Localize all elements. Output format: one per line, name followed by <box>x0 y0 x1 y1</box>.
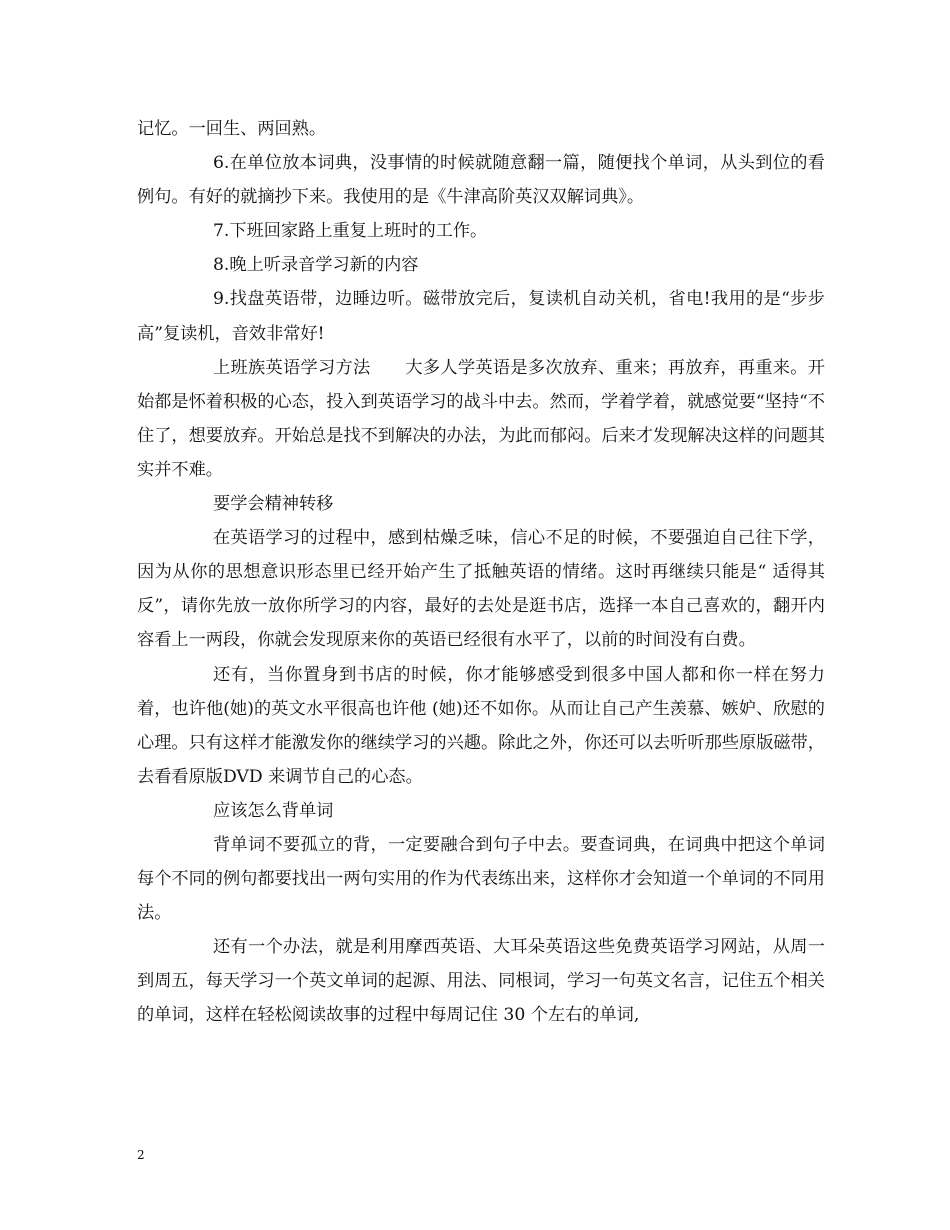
paragraph-11: 背单词不要孤立的背，一定要融合到句子中去。要查词典，在词典中把这个单词每个不同的例句都要找出一两句实用的作为代表练出来，这样你才会知道一个单词的不同用法。 <box>137 834 825 924</box>
paragraph-2: 6.在单位放本词典，没事情的时候就随意翻一篇，随便找个单词，从头到位的看例句。有好的就摘抄下来。我使用的是《牛津高阶英汉双解词典》。 <box>137 153 825 208</box>
paragraph-6: 上班族英语学习方法 大多人学英语是多次放弃、重来；再放弃，再重来。开始都是怀着积极的心态，投入到英语学习的战斗中去。然而，学着学着，就感觉要“坚持“不住了，想要放弃。开始总是找不到解决的办法，为此而郁闷。后来才发现解决这样的问题其实并不难。 <box>137 357 825 480</box>
paragraph-3: 7.下班回家路上重复上班时的工作。 <box>213 221 488 242</box>
paragraph-8: 在英语学习的过程中，感到枯燥乏味，信心不足的时候，不要强迫自己往下学，因为从你的思想意识形态里已经开始产生了抵触英语的情绪。这时再继续只能是“ 适得其反”，请你先放一放你所学习的内容，最好的去处是逛书店，选择一本自己喜欢的，翻开内容看上一两段，你就会发现原来你的英语已经很有水平了，以前的时间没有白费。 <box>137 528 825 651</box>
paragraph-9: 还有，当你置身到书店的时候，你才能够感受到很多中国人都和你一样在努力着，也许他(她)的英文水平很高也许他 (她)还不如你。从而让自己产生羡慕、嫉妒、欣慰的心理。只有这样才能激发你的继续学习的兴趣。除此之外，你还可以去听听那些原版磁带，去看看原版DVD 来调节自己的心态。 <box>137 664 825 787</box>
paragraph-1: 记忆。一回生、两回熟。 <box>137 119 327 139</box>
paragraph-12: 还有一个办法，就是利用摩西英语、大耳朵英语这些免费英语学习网站，从周一到周五，每天学习一个英文单词的起源、用法、同根词，学习一句英文名言，记住五个相关的单词，这样在轻松阅读故事的过程中每周记住 30 个左右的单词, <box>137 937 825 1026</box>
document-body <box>137 112 825 1033</box>
section-heading-spirit-shift: 要学会精神转移 <box>213 494 334 515</box>
page-number: 2 <box>137 1148 145 1162</box>
paragraph-4: 8.晚上听录音学习新的内容 <box>213 255 419 276</box>
section-heading-memorize-words: 应该怎么背单词 <box>213 800 334 821</box>
paragraph-5: 9.找盘英语带，边睡边听。磁带放完后，复读机自动关机，省电!我用的是“步步高”复读机，音效非常好! <box>137 289 825 344</box>
